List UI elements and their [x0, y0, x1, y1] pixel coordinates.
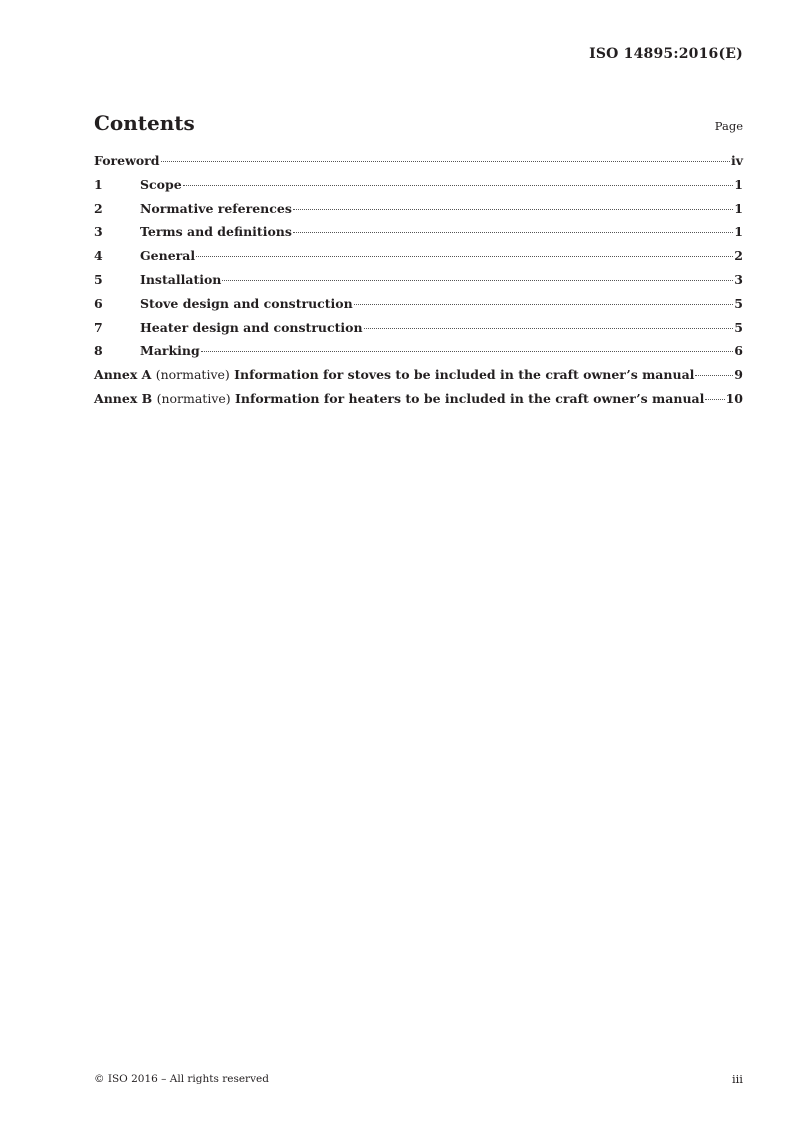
toc-entry-marking[interactable] — [94, 343, 743, 367]
toc-entry-annex-b[interactable] — [94, 391, 743, 415]
toc-entry-title: Stove design and construction — [140, 295, 353, 311]
toc-entry-page: 5 — [734, 319, 743, 335]
toc-dot-leader — [161, 161, 730, 162]
toc-entry-number: 8 — [94, 343, 103, 359]
toc-entry-number: 6 — [94, 295, 103, 311]
toc-dot-leader — [196, 256, 733, 257]
toc-entry-page: iv — [730, 153, 743, 168]
toc-entry-terms-and-definitions[interactable] — [94, 224, 743, 248]
toc-entry-foreword[interactable] — [94, 153, 743, 177]
contents-heading: Contents — [94, 111, 195, 135]
toc-dot-leader — [354, 304, 734, 305]
toc-entry-normative-references[interactable] — [94, 201, 743, 225]
toc-entry-page: 3 — [734, 271, 743, 287]
toc-annex-heading — [94, 391, 704, 406]
toc-entry-title: Scope — [140, 176, 182, 192]
annex-type: (normative) — [156, 390, 231, 406]
toc-entry-number: 4 — [94, 248, 103, 264]
toc-entry-title: Normative references — [140, 200, 292, 216]
toc-entry-title: Foreword — [94, 153, 160, 168]
toc-entry-number: 7 — [94, 319, 103, 335]
toc-entry-page: 1 — [734, 176, 743, 192]
page-number: iii — [731, 1072, 743, 1086]
toc-entry-heater-design[interactable] — [94, 320, 743, 344]
toc-entry-page: 1 — [734, 200, 743, 216]
copyright-notice: © ISO 2016 – All rights reserved — [94, 1073, 269, 1085]
toc-dot-leader — [293, 232, 733, 233]
toc-annex-heading — [94, 367, 694, 382]
toc-dot-leader — [705, 399, 724, 400]
toc-entry-page: 6 — [734, 343, 743, 359]
annex-title: Information for heaters to be included in the craft owner’s manual — [235, 390, 705, 406]
annex-label: Annex A — [94, 367, 152, 383]
toc-entry-installation[interactable] — [94, 272, 743, 296]
toc-dot-leader — [201, 351, 734, 352]
toc-entry-title: General — [140, 248, 196, 264]
toc-entry-page: 10 — [725, 390, 743, 406]
toc-entry-page: 9 — [734, 367, 743, 383]
toc-entry-number: 1 — [94, 176, 103, 192]
toc-entry-number: 5 — [94, 271, 103, 287]
toc-entry-page: 5 — [734, 295, 743, 311]
toc-entry-title: Terms and definitions — [140, 224, 292, 240]
toc-entry-title: Heater design and construction — [140, 319, 363, 335]
toc-dot-leader — [364, 328, 734, 329]
page-column-label: Page — [714, 119, 743, 133]
annex-label: Annex B — [94, 390, 153, 406]
annex-type: (normative) — [155, 367, 230, 383]
toc-entry-number: 2 — [94, 200, 103, 216]
toc-entry-general[interactable] — [94, 248, 743, 272]
toc-dot-leader — [695, 375, 733, 376]
toc-entry-title: Installation — [140, 271, 222, 287]
toc-entry-title: Marking — [140, 343, 200, 359]
toc-entry-annex-a[interactable] — [94, 367, 743, 391]
toc-entry-stove-design[interactable] — [94, 296, 743, 320]
toc-dot-leader — [183, 185, 734, 186]
document-id: ISO 14895:2016(E) — [589, 46, 743, 62]
annex-title: Information for stoves to be included in the craft owner’s manual — [234, 367, 695, 383]
toc-entry-page: 1 — [734, 224, 743, 240]
toc-entry-page: 2 — [734, 248, 743, 264]
toc-entry-number: 3 — [94, 224, 103, 240]
toc-entry-scope[interactable] — [94, 177, 743, 201]
table-of-contents — [94, 153, 743, 415]
toc-dot-leader — [222, 280, 733, 281]
toc-dot-leader — [293, 209, 733, 210]
